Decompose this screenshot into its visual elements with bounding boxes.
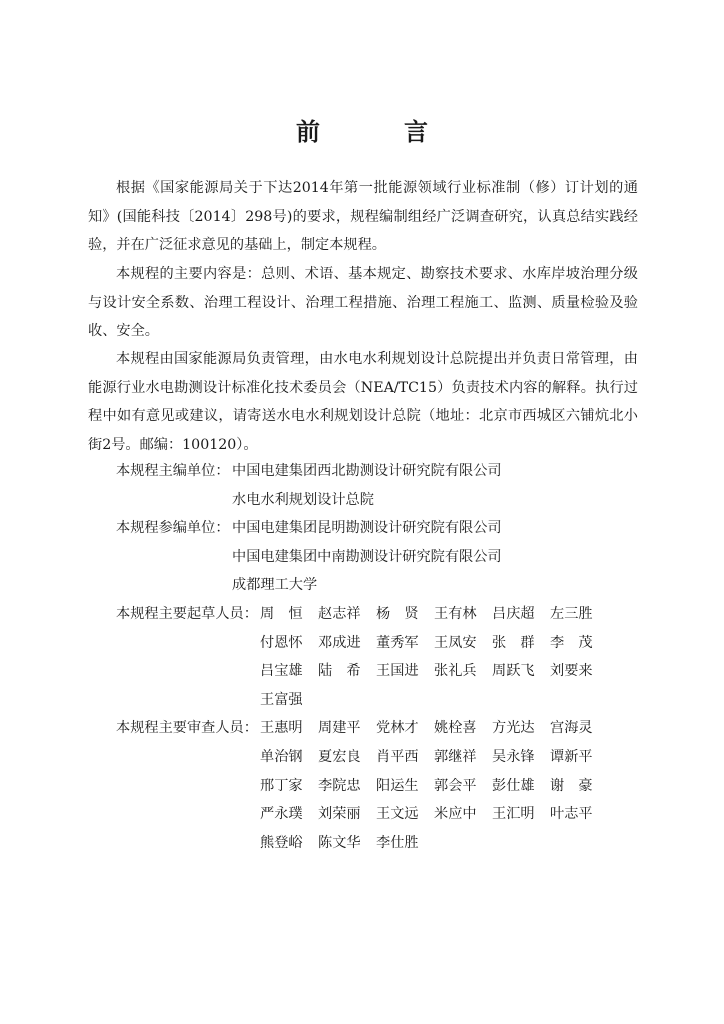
chief-editor-unit: 中国电建集团西北勘测设计研究院有限公司 — [232, 463, 502, 479]
reviewers-label: 本规程主要审查人员： — [116, 720, 258, 737]
reviewer-name: 刘荣丽 — [318, 806, 361, 823]
drafter-name: 张礼兵 — [434, 663, 477, 680]
co-editor-unit: 中国电建集团中南勘测设计研究院有限公司 — [232, 548, 502, 565]
co-editor-unit: 成都理工大学 — [232, 577, 318, 594]
reviewer-name: 党林才 — [376, 720, 419, 737]
reviewer-name: 邢丁家 — [260, 777, 303, 794]
drafter-name: 刘要来 — [550, 663, 593, 680]
drafter-name: 赵志祥 — [318, 605, 361, 622]
co-editor-unit: 中国电建集团昆明勘测设计研究院有限公司 — [232, 520, 502, 537]
reviewer-name: 彭仕雄 — [492, 777, 535, 794]
reviewer-name: 李院忠 — [318, 777, 361, 794]
reviewer-name: 谭新平 — [550, 748, 593, 765]
co-editor-row — [116, 571, 636, 600]
reviewer-name: 宫海灵 — [550, 720, 593, 737]
chief-editor-label: 本规程主编单位： — [116, 463, 230, 479]
reviewer-name: 李仕胜 — [376, 834, 419, 851]
drafter-name: 王国进 — [376, 663, 419, 680]
reviewer-name: 单治钢 — [260, 748, 303, 765]
reviewer-name: 熊登峪 — [260, 834, 303, 851]
reviewer-name: 周建平 — [318, 720, 361, 737]
reviewer-name: 王文远 — [376, 806, 419, 823]
reviewer-name: 王汇明 — [492, 806, 535, 823]
drafter-name: 吕庆超 — [492, 605, 535, 622]
drafter-name: 付恩怀 — [260, 634, 303, 651]
drafter-name: 陆 希 — [318, 663, 361, 680]
drafter-name: 王凤安 — [434, 634, 477, 651]
reviewers-row — [116, 714, 636, 743]
paragraph-management: 本规程由国家能源局负责管理，由水电水利规划设计总院提出并负责日常管理，由能源行业水电勘测设计标准化技术委员会（NEA/TC15）负责技术内容的解释。执行过程中如有意见或建议，请寄送水电水利规划设计总院（地址：北京市西城区六铺炕北小街2号。邮编：100120）。 — [88, 351, 638, 453]
reviewer-name: 阳运生 — [376, 777, 419, 794]
reviewers-row — [116, 829, 636, 858]
drafter-name: 杨 贤 — [376, 605, 419, 622]
chief-editor-row — [116, 457, 636, 486]
credits-block — [116, 457, 636, 857]
drafters-row — [116, 657, 636, 686]
reviewer-name: 严永璞 — [260, 806, 303, 823]
reviewer-name: 郭会平 — [434, 777, 477, 794]
drafter-name: 王富强 — [260, 691, 303, 708]
drafters-row — [116, 600, 636, 629]
reviewer-name: 吴永锋 — [492, 748, 535, 765]
reviewers-row — [116, 743, 636, 772]
reviewer-name: 叶志平 — [550, 806, 593, 823]
drafters-row — [116, 686, 636, 715]
drafter-name: 左三胜 — [550, 605, 593, 622]
drafter-name: 周跃飞 — [492, 663, 535, 680]
reviewer-name: 姚栓喜 — [434, 720, 477, 737]
drafter-name: 吕宝雄 — [260, 663, 303, 680]
drafter-name: 李 茂 — [550, 634, 593, 651]
reviewer-name: 肖平西 — [376, 748, 419, 765]
reviewer-name: 陈文华 — [318, 834, 361, 851]
reviewer-name: 夏宏良 — [318, 748, 361, 765]
chief-editor-unit: 水电水利规划设计总院 — [232, 491, 374, 508]
reviewer-name: 王惠明 — [260, 720, 303, 737]
drafter-name: 邓成进 — [318, 634, 361, 651]
drafter-name: 周 恒 — [260, 605, 303, 622]
paragraph-basis: 根据《国家能源局关于下达2014年第一批能源领域行业标准制（修）订计划的通知》(国能科技〔2014〕298号)的要求，规程编制组经广泛调查研究，认真总结实践经验，并在广泛征求意见的基础上，制定本规程。 — [88, 180, 638, 254]
reviewer-name: 方光达 — [492, 720, 535, 737]
co-editor-row — [116, 543, 636, 572]
drafters-row — [116, 629, 636, 658]
reviewers-row — [116, 772, 636, 801]
drafter-name: 张 群 — [492, 634, 535, 651]
reviewer-name: 谢 豪 — [550, 777, 593, 794]
chief-editor-row — [116, 486, 636, 515]
reviewers-row — [116, 800, 636, 829]
reviewer-name: 米应中 — [434, 806, 477, 823]
drafter-name: 董秀军 — [376, 634, 419, 651]
page-title: 前 言 — [296, 118, 458, 146]
co-editor-label: 本规程参编单位： — [116, 520, 230, 537]
reviewer-name: 郭继祥 — [434, 748, 477, 765]
paragraph-contents: 本规程的主要内容是：总则、术语、基本规定、勘察技术要求、水库岸坡治理分级与设计安全系数、治理工程设计、治理工程措施、治理工程施工、监测、质量检验及验收、安全。 — [88, 266, 638, 340]
drafter-name: 王有林 — [434, 605, 477, 622]
drafters-label: 本规程主要起草人员： — [116, 605, 258, 622]
co-editor-row — [116, 514, 636, 543]
